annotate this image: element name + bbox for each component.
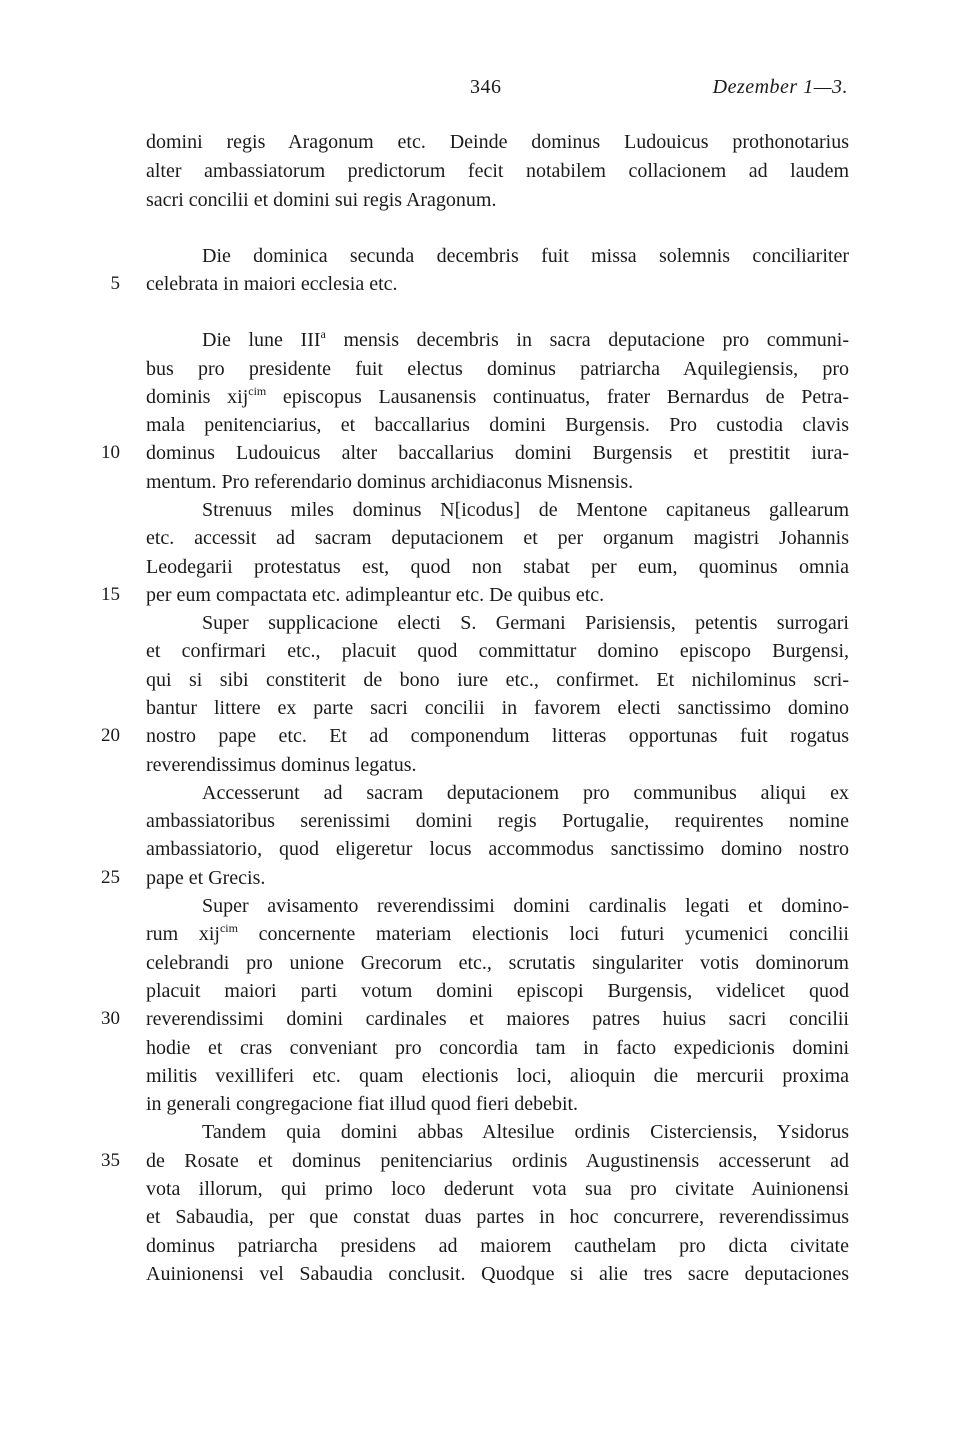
text-line-31: hodie et cras conveniant pro concordia tam in facto expedicionis domini — [146, 1037, 849, 1059]
text-line-18: qui si sibi constiterit de bono iure etc., confirmet. Et nichilominus scri- — [146, 669, 849, 691]
text-line-27-b: concernente materiam electionis loci futuri ycumenici concilii — [237, 923, 849, 945]
text-line-36: vota illorum, qui primo loco dederunt vota sua pro civitate Auinionensi — [146, 1178, 849, 1200]
text-line-6-a: Die lune III — [202, 329, 321, 351]
text-line-6-b: mensis decembris in sacra deputacione pro communi- — [325, 329, 849, 351]
line-number: 30 — [101, 1008, 120, 1029]
text-line-27-a: rum xij — [146, 923, 220, 945]
text-line-8 — [146, 383, 849, 411]
text-line-34: Tandem quia domini abbas Altesilue ordinis Cisterciensis, Ysidorus — [202, 1121, 849, 1143]
page-number: 346 — [470, 76, 502, 98]
text-line-19: bantur littere ex parte sacri concilii in favorem electi sanctissimo domino — [146, 697, 849, 719]
text-line-14: Leodegarii protestatus est, quod non stabat per eum, quominus omnia — [146, 556, 849, 578]
text-line-11: mentum. Pro referendario dominus archidiaconus Misnensis. — [146, 471, 634, 493]
text-line-12: Strenuus miles dominus N[icodus] de Mentone capitaneus gallearum — [202, 499, 849, 521]
text-line-20: nostro pape etc. Et ad componendum litteras opportunas fuit rogatus — [146, 725, 849, 747]
line-number: 25 — [101, 867, 120, 888]
text-line-13: etc. accessit ad sacram deputacionem et per organum magistri Johannis — [146, 527, 849, 549]
running-head: Dezember 1—3. — [712, 76, 848, 98]
text-line-37: et Sabaudia, per que constat duas partes in hoc concurrere, reverendissimus — [146, 1206, 849, 1228]
text-line-5: celebrata in maiori ecclesia etc. — [146, 273, 398, 295]
text-line-32: militis vexilliferi etc. quam electionis loci, alioquin die mercurii proxima — [146, 1065, 849, 1087]
text-line-27 — [146, 920, 849, 948]
text-line-16: Super supplicacione electi S. Germani Parisiensis, petentis surrogari — [202, 612, 849, 634]
text-line-38: dominus patriarcha presidens ad maiorem cauthelam pro dicta civitate — [146, 1235, 849, 1257]
line-number: 35 — [101, 1150, 120, 1171]
text-line-1: domini regis Aragonum etc. Deinde dominus Ludouicus prothonotarius — [146, 131, 849, 153]
superscript-cim: cim — [219, 921, 238, 935]
text-line-28: celebrandi pro unione Grecorum etc., scrutatis singulariter votis dominorum — [146, 952, 849, 974]
text-line-15: per eum compactata etc. adimpleantur etc. De quibus etc. — [146, 584, 605, 606]
text-line-33: in generali congregacione fiat illud quod fieri debebit. — [146, 1093, 579, 1115]
text-line-35: de Rosate et dominus penitenciarius ordinis Augustinensis accesserunt ad — [146, 1150, 849, 1172]
text-line-6 — [202, 326, 849, 354]
line-number: 20 — [101, 725, 120, 746]
text-line-4: Die dominica secunda decembris fuit missa solemnis conciliariter — [202, 245, 849, 267]
text-line-24: ambassiatorio, quod eligeretur locus accommodus sanctissimo domino nostro — [146, 838, 849, 860]
text-line-22: Accesserunt ad sacram deputacionem pro communibus aliqui ex — [202, 782, 849, 804]
text-line-39: Auinionensi vel Sabaudia conclusit. Quodque si alie tres sacre deputaciones — [146, 1263, 849, 1285]
superscript-cim: cim — [248, 384, 267, 398]
text-line-23: ambassiatoribus serenissimi domini regis Portugalie, requirentes nomine — [146, 810, 849, 832]
text-line-26: Super avisamento reverendissimi domini cardinalis legati et domino- — [202, 895, 849, 917]
text-line-3: sacri concilii et domini sui regis Aragonum. — [146, 189, 497, 211]
superscript-a: a — [320, 327, 326, 341]
text-line-7: bus pro presidente fuit electus dominus patriarcha Aquilegiensis, pro — [146, 358, 849, 380]
text-line-30: reverendissimi domini cardinales et maiores patres huius sacri concilii — [146, 1008, 849, 1030]
text-line-25: pape et Grecis. — [146, 867, 266, 889]
text-line-8-a: dominis xij — [146, 386, 249, 408]
line-number: 5 — [110, 273, 120, 294]
text-line-2: alter ambassiatorum predictorum fecit notabilem collacionem ad laudem — [146, 160, 849, 182]
text-line-29: placuit maiori parti votum domini episcopi Burgensis, videlicet quod — [146, 980, 849, 1002]
line-number: 15 — [101, 584, 120, 605]
text-line-8-b: episcopus Lausanensis continuatus, frater Bernardus de Petra- — [266, 386, 849, 408]
text-line-17: et confirmari etc., placuit quod committatur domino episcopo Burgensi, — [146, 640, 849, 662]
line-number: 10 — [101, 442, 120, 463]
text-line-9: mala penitenciarius, et baccallarius domini Burgensis. Pro custodia clavis — [146, 414, 849, 436]
text-line-21: reverendissimus dominus legatus. — [146, 754, 417, 776]
text-line-10: dominus Ludouicus alter baccallarius domini Burgensis et prestitit iura- — [146, 442, 849, 464]
